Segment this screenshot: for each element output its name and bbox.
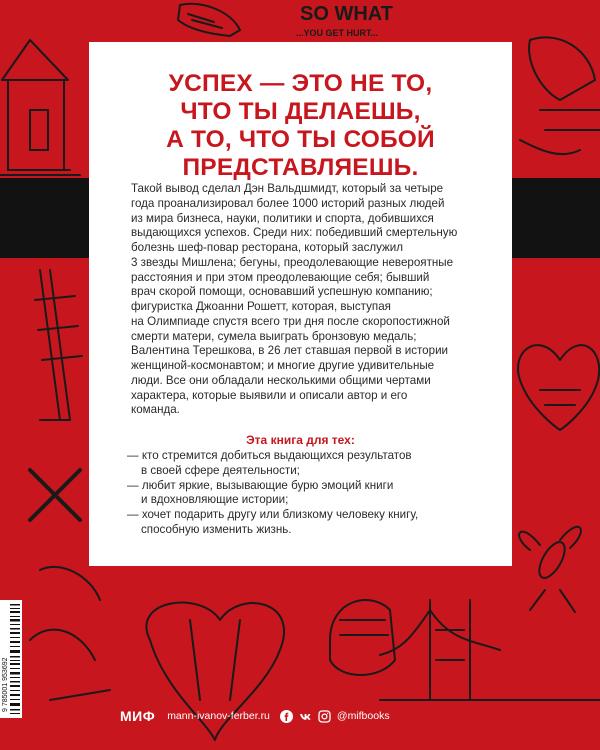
house-doodle — [0, 40, 80, 175]
description-line: характера, которые выявили и описали автор и его — [131, 388, 408, 402]
description-line: врач скорой помощи, основавший успешную компанию; — [131, 285, 433, 299]
description-line: на Олимпиаде спустя всего три дня после скоропостижной — [131, 314, 450, 328]
description-line: расстояния и при этом преодолевающие себя; бывший — [131, 270, 430, 284]
list-item — [127, 508, 487, 538]
description-line: смерти матери, сумела выиграть бронзовую медаль; — [131, 329, 417, 343]
description-line: болезнь шеф-повар ресторана, который заслужил — [131, 241, 404, 254]
description-line: люди. Все они обладали несколькими общими чертами — [131, 373, 431, 387]
list-item — [127, 449, 487, 479]
headline — [89, 70, 512, 182]
publisher-footer — [120, 706, 390, 726]
doodle-text: SO WHAT — [300, 3, 393, 25]
description-line: фигуристка Джоанни Рошетт, которая, выступая — [131, 300, 391, 313]
headline-line: А ТО, ЧТО ТЫ СОБОЙ — [166, 126, 435, 153]
description-line: женщиной-космонавтом; и многие другие удивительные — [131, 359, 435, 372]
description-line: команда. — [131, 403, 180, 417]
list-item-first-line: — любит яркие, вызывающие бурю эмоций книги — [127, 478, 394, 492]
doodle-subtext: ...YOU GET HURT... — [296, 28, 379, 38]
bridge-doodle — [380, 600, 600, 700]
headline-line: ЧТО ТЫ ДЕЛАЕШЬ, — [180, 98, 421, 125]
list-item-continuation: способную изменить жизнь. — [141, 522, 292, 536]
list-item-continuation: и вдохновляющие истории; — [141, 493, 289, 507]
heart-doodle — [518, 345, 599, 430]
headline-line: УСПЕХ — ЭТО НЕ ТО, — [168, 70, 433, 97]
list-item — [127, 479, 487, 509]
facebook-icon[interactable] — [280, 710, 293, 723]
shoe-doodle — [178, 4, 240, 36]
description-line: из мира бизнеса, науки, политики и спорта, добившихся — [131, 211, 434, 225]
headline-line: ПРЕДСТАВЛЯЕШЬ. — [182, 154, 419, 181]
audience-title: Эта книга для тех: — [246, 433, 355, 447]
fist-doodle — [330, 600, 395, 675]
instagram-icon[interactable] — [318, 710, 331, 723]
audience-list — [127, 449, 487, 538]
crutch-doodle — [35, 270, 82, 420]
list-item-continuation: в своей сфере деятельности; — [141, 463, 300, 477]
description-line: 3 звезды Мишлена; бегуны, преодолевающие невероятные — [131, 255, 454, 269]
website-link[interactable]: mann-ivanov-ferber.ru — [167, 710, 270, 722]
list-item-first-line: — кто стремится добиться выдающихся результатов — [127, 449, 412, 462]
wasp-doodle — [519, 527, 581, 612]
social-handle[interactable]: @mifbooks — [336, 710, 390, 722]
description-line: выдающихся успехов. Среди них: победивший смертельную — [131, 226, 458, 240]
text-panel — [89, 42, 512, 566]
description-line: Такой вывод сделал Дэн Вальдшмидт, который за четыре — [131, 182, 444, 195]
publisher-logo: МИФ — [120, 708, 156, 724]
isbn-number: 9 785001 953692 — [2, 657, 9, 712]
list-item-first-line: — хочет подарить другу или близкому человеку книгу, — [127, 508, 419, 521]
description-line: Валентина Терешкова, в 26 лет ставшая первой в истории — [131, 344, 449, 358]
description — [131, 182, 471, 418]
vk-icon[interactable] — [299, 710, 312, 723]
isbn-barcode — [0, 600, 22, 718]
description-line: года проанализировал более 1000 историй разных людей — [131, 196, 445, 210]
